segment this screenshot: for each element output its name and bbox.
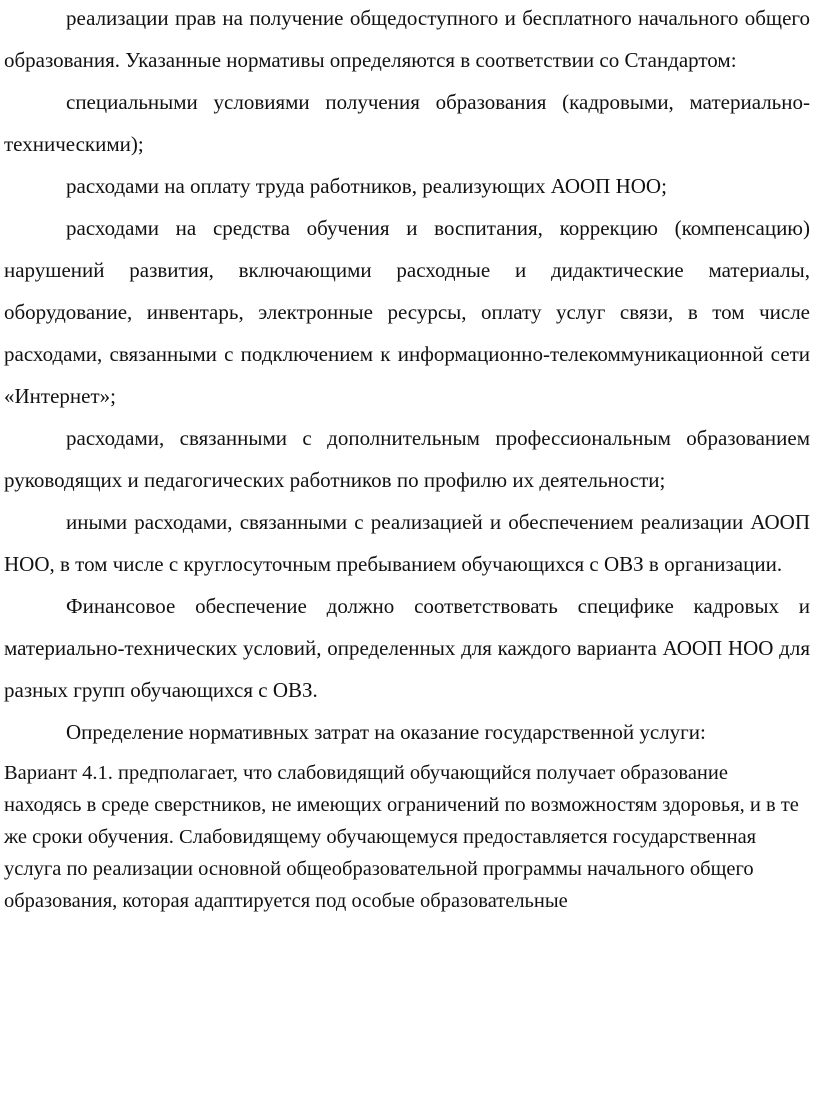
paragraph-special-conditions: специальными условиями получения образования (кадровыми, материально-техническими);: [4, 90, 810, 156]
paragraph-continuation: реализации прав на получение общедоступного и бесплатного начального общего образования. Указанные нормативы определяются в соответствии со Стандартом:: [4, 6, 810, 72]
paragraph-other-expenses: иными расходами, связанными с реализацией и обеспечением реализации АООП НОО, в том числе с круглосуточным пребыванием обучающихся с ОВЗ в организации.: [4, 510, 810, 576]
paragraph-training-means: расходами на средства обучения и воспитания, коррекцию (компенсацию) нарушений развития, включающими расходные и дидактические материалы, оборудование, инвентарь, электронные ресурсы, оплату услуг связи, в том числе расходами, связанными с подключением к информационно-телекоммуникационной сети «Интернет»;: [4, 216, 810, 408]
paragraph-variant-4-1: Вариант 4.1. предполагает, что слабовидящий обучающийся получает образование находясь в среде сверстников, не имеющих ограничений по возможностям здоровья, и в те же сроки обучения. Слабовидящему обучающемуся предоставляется государственная услуга по реализации основной общеобразовательной программы начального общего образования, которая адаптируется под особые образовательные: [4, 762, 799, 912]
paragraph-financial-support: Финансовое обеспечение должно соответствовать специфике кадровых и материально-технических условий, определенных для каждого варианта АООП НОО для разных групп обучающихся с ОВЗ.: [4, 594, 810, 702]
paragraph-labor-costs: расходами на оплату труда работников, реализующих АООП НОО;: [66, 174, 667, 198]
paragraph-normative-costs: Определение нормативных затрат на оказание государственной услуги:: [66, 720, 706, 744]
paragraph-professional-education: расходами, связанными с дополнительным профессиональным образованием руководящих и педагогических работников по профилю их деятельности;: [4, 426, 810, 492]
